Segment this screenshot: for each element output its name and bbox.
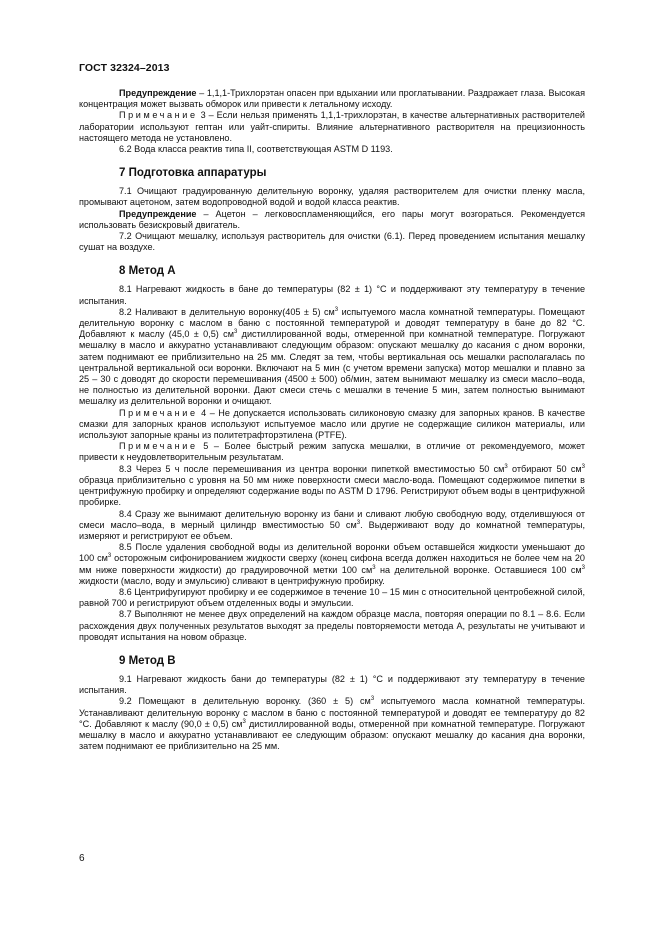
note-3	[79, 110, 585, 144]
clause-text: испытуемого масла комнатной температуры. Устанавливают делительную воронку с маслом в баню с постоянной температурой и доводят ее температуру до 82 °С. Добавляют к маслу (90,0 ± 0,5) см	[79, 696, 585, 729]
note-label: Примечание	[119, 407, 198, 418]
warning-paragraph	[79, 209, 585, 231]
section-7-heading: 7 Подготовка аппаратуры	[119, 167, 267, 180]
superscript: 3	[242, 718, 246, 725]
section-8-heading: 8 Метод А	[119, 265, 176, 278]
clause-7-1: 7.1 Очищают градуированную делительную воронку, удаляя растворителем для очистки пленку масла, промывают ацетоном, затем водопроводной водой и водой класса реактив.	[79, 186, 585, 208]
note-4	[79, 408, 585, 442]
clause-8-7: 8.7 Выполняют не менее двух определений на каждом образце масла, повторяя операции по 8.1 – 8.6. Если расхождения двух полученных результатов выходят за пределы повторяемости метода А, результаты не учитывают и проводят испытания на новом образце.	[79, 609, 585, 642]
section-9-heading: 9 Метод В	[119, 654, 176, 667]
note-5	[79, 441, 585, 463]
clause-6-2: 6.2 Вода класса реактив типа II, соответствующая ASTM D 1193.	[119, 144, 393, 155]
clause-text: отбирают 50 см	[507, 463, 582, 474]
clause-text: жидкости (масло, воду и эмульсию) сливают в центрифужную пробирку.	[79, 575, 385, 586]
superscript: 3	[581, 564, 585, 571]
superscript: 3	[581, 463, 585, 470]
warning-paragraph	[79, 88, 585, 110]
document-code: ГОСТ 32324–2013	[79, 62, 170, 74]
note-text: 5 – Более быстрый режим запуска мешалки, в отличие от рекомендуемого, может привести к неудовлетворительным результатам.	[79, 441, 585, 463]
note-text: 3 – Если нельзя применять 1,1,1-трихлорэтан, в качестве альтернативных растворителей лаборатории используют гептан или уайт-спириты. Влияние альтернативного растворителя на прецизионность настоящего метода не установлено.	[79, 110, 585, 143]
note-label: Примечание	[119, 110, 198, 121]
warning-label: Предупреждение	[119, 208, 197, 219]
warning-text: – 1,1,1-Трихлорэтан опасен при вдыхании или проглатывании. Раздражает глаза. Высокая концентрация может вызвать обморок или привести к летальному исходу.	[79, 88, 585, 110]
clause-8-4	[79, 509, 585, 543]
document-body	[79, 88, 585, 752]
clause-8-6: 8.6 Центрифугируют пробирку и ее содержимое в течение 10 – 15 мин с относительной центробежной силой, равной 700 и регистрируют объем отделенных воды и эмульсии.	[79, 586, 585, 609]
clause-8-2	[79, 307, 585, 408]
warning-label: Предупреждение	[119, 88, 197, 98]
superscript: 3	[372, 564, 376, 571]
clause-text: осторожным сифонированием жидкости сверху (конец сифона всегда должен находиться не более чем на 20 мм ниже поверхности жидкости) до градуировочной метки 100 см	[79, 553, 585, 575]
superscript: 3	[233, 329, 238, 336]
note-text: 4 – Не допускается использовать силиконовую смазку для запорных кранов. В качестве смазки для запорных кранов используют испытуемое масло или другие не содержащие силикон материалы, или используют запорные краны из политетрафторэтилена (PTFE).	[79, 407, 585, 441]
clause-text: 8.3 Через 5 ч после перемешивания из центра воронки пипеткой вместимостью 50 см	[119, 463, 505, 474]
superscript: 3	[334, 306, 339, 313]
clause-9-2	[79, 696, 585, 752]
clause-8-1: 8.1 Нагревают жидкость в бане до температуры (82 ± 1) °С и поддерживают эту температуру в течение испытания.	[79, 284, 585, 306]
clause-text: дистиллированной воды, отмеренной при комнатной температуре. Погружают мешалку в масло и аккуратно устанавливают ее следующим образом: опускают мешалку до касания дна воронки, затем поднимают ее приблизительно на 25 мм.	[79, 718, 585, 752]
clause-text: дистиллированной воды, отмеренной при комнатной температуре. Погружают мешалку в масло и аккуратно устанавливают следующим образом: опускают мешалку до касания с дном воронки, затем поднимают ее приблизительно на 25 мм. Следят за тем, чтобы вертикальная ось мешалки располагалась по центральной вертикальной оси воронки. Включают на 5 мин (с учетом времени запуска) мотор мешалки и плавно за 25 – 30 с доводят до скорости перемешивания (4500 ± 500) об/мин, затем вынимают мешалку из смеси масло–вода, не полностью из делительной воронки. Дают смеси стечь с мешалки в течение 5 мин, затем полностью вынимают мешалку из делительной воронки и очищают.	[79, 329, 585, 407]
clause-text: . Выдерживают воду до комнатной температуры, измеряют и регистрируют ее объем.	[79, 519, 586, 541]
clause-9-1: 9.1 Нагревают жидкость бани до температуры (82 ± 1) °С и поддерживают эту температуру в течение испытания.	[79, 673, 585, 696]
superscript: 3	[370, 696, 375, 703]
warning-text: – Ацетон – легковоспламеняющийся, его пары могут возгораться. Рекомендуется использовать безискровый двигатель.	[79, 208, 585, 230]
clause-8-5	[79, 542, 585, 587]
page-number: 6	[79, 853, 85, 864]
superscript: 3	[504, 463, 508, 470]
clause-text: 8.4 Сразу же вынимают делительную воронку из бани и сливают любую свободную воду, отделившуюся от смеси масло–вода, в мерный цилиндр вместимостью 50 см	[79, 508, 585, 530]
superscript: 3	[356, 519, 361, 526]
clause-text: 9.2 Помещают в делительную воронку. (360 ± 5) см	[119, 696, 371, 707]
clause-text: 8.5 После удаления свободной воды из делительной воронки объем оставшейся жидкости уменьшают до 100 см	[79, 542, 585, 564]
clause-8-3	[79, 464, 585, 509]
note-label: Примечание	[119, 441, 198, 452]
clause-7-2: 7.2 Очищают мешалку, используя растворитель для очистки (6.1). Перед проведением испытания мешалку сушат на воздухе.	[79, 231, 585, 253]
clause-text: 8.2 Наливают в делительную воронку(405 ± 5) см	[119, 306, 335, 317]
clause-text: на делительной воронке. Оставшиеся 100 см	[375, 564, 582, 575]
superscript: 3	[107, 553, 112, 560]
clause-text: испытуемого масла комнатной температуры. Помещают делительную воронку с маслом в баню с постоянной температурой и доводят температуру в бане до 82 °С. Добавляют к маслу (45,0 ± 0,5) см	[79, 306, 585, 340]
clause-text: образца приблизительно с уровня на 50 мм ниже поверхности смеси масло-вода. Помещают содержимое пипетки в центрифужную пробирку и определяют содержание воды по ASTM D 1796. Регистрируют объем воды в центрифужной пробирке.	[79, 474, 585, 508]
